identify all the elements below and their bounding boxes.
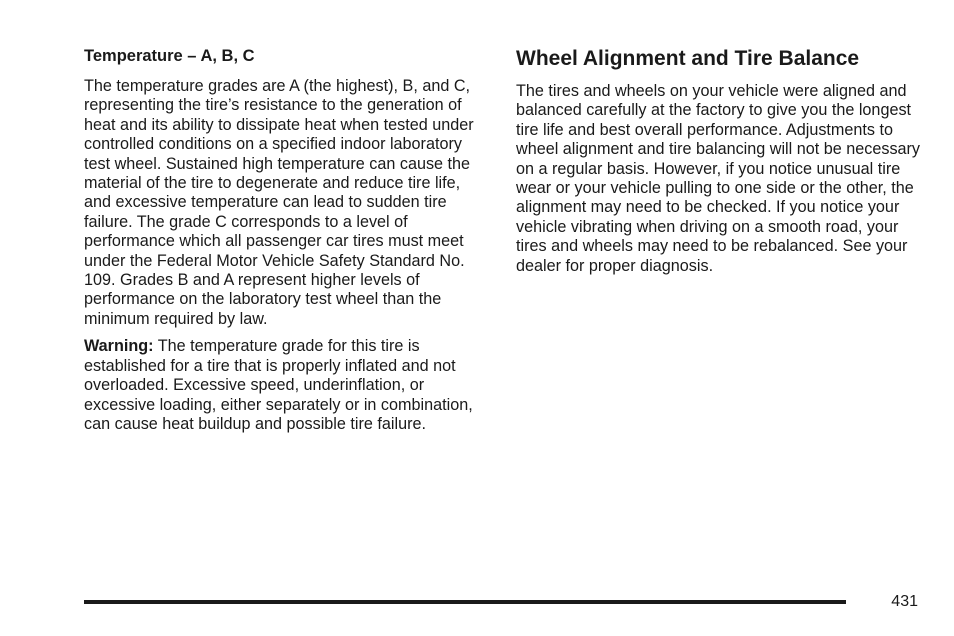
warning-text: The temperature grade for this tire is established for a tire that is properly inflated and not overloaded. Excessive speed, underinflation, or excessive loading, either separately or in combination, can cause heat buildup and possible tire failure.	[84, 337, 473, 433]
section-title: Wheel Alignment and Tire Balance	[516, 47, 860, 70]
footer-rule	[84, 600, 846, 604]
left-column	[84, 45, 479, 442]
warning-paragraph	[84, 337, 479, 434]
temperature-paragraph: The temperature grades are A (the highest), B, and C, representing the tire’s resistance to the generation of heat and its ability to dissipate heat when tested under controlled conditions on a specified indoor laboratory test wheel. Sustained high temperature can cause the material of the tire to degenerate and reduce tire life, and excessive temperature can lead to sudden tire failure. The grade C corresponds to a level of performance which all passenger car tires must meet under the Federal Motor Vehicle Safety Standard No. 109. Grades B and A represent higher levels of performance on the laboratory test wheel than the minimum required by law.	[84, 77, 474, 328]
warning-label: Warning:	[84, 337, 154, 356]
alignment-paragraph: The tires and wheels on your vehicle were aligned and balanced carefully at the factory to give you the longest tire life and best overall performance. Adjustments to wheel alignment and tire balancing will not be necessary on a regular basis. However, if you notice unusual tire wear or your vehicle pulling to one side or the other, the alignment may need to be checked. If you notice your vehicle vibrating when driving on a smooth road, your tires and wheels may need to be rebalanced. See your dealer for proper diagnosis.	[516, 82, 921, 275]
right-column	[516, 45, 921, 284]
temperature-subheading: Temperature – A, B, C	[84, 47, 255, 65]
page-number: 431	[891, 593, 918, 610]
